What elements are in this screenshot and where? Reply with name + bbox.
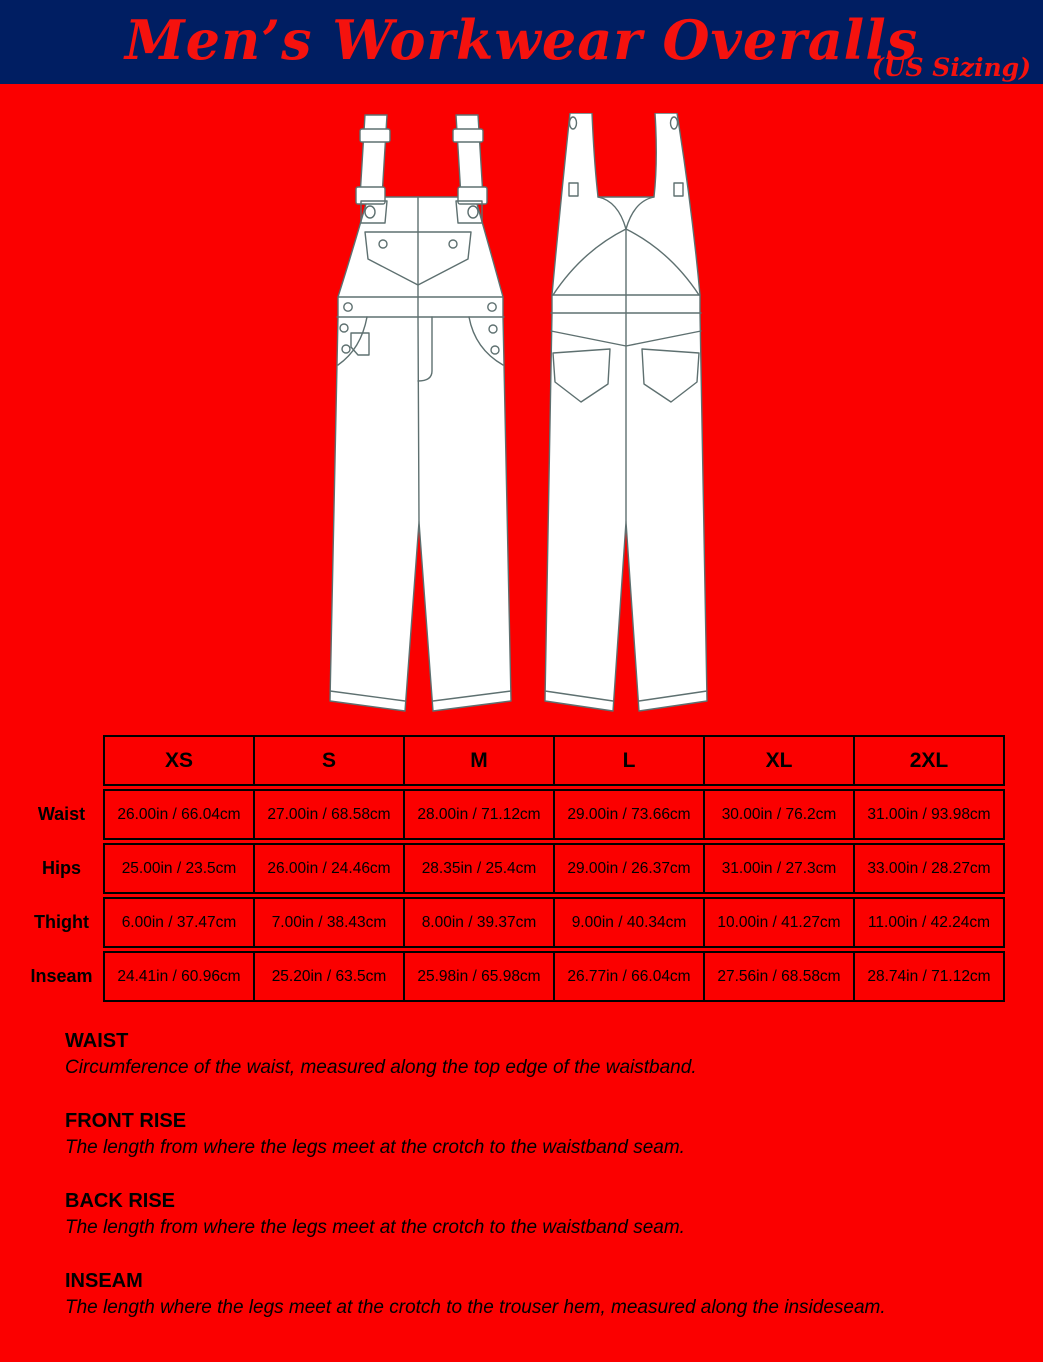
- overalls-back-view-drawing: [540, 113, 712, 713]
- column-header: 2XL: [853, 735, 1005, 786]
- overalls-front-view-drawing: [325, 113, 516, 713]
- definition-block: [65, 1188, 1015, 1241]
- table-cell: 28.00in / 71.12cm: [403, 789, 555, 840]
- table-row: [20, 843, 1005, 894]
- row-label: Inseam: [30, 966, 93, 986]
- table-cell: 25.20in / 63.5cm: [253, 951, 405, 1002]
- table-cell: 25.98in / 65.98cm: [403, 951, 555, 1002]
- table-cell: 27.56in / 68.58cm: [703, 951, 855, 1002]
- table-cell: 11.00in / 42.24cm: [853, 897, 1005, 948]
- table-cell: 31.00in / 93.98cm: [853, 789, 1005, 840]
- table-cell: 27.00in / 68.58cm: [253, 789, 405, 840]
- table-cell: 24.41in / 60.96cm: [103, 951, 255, 1002]
- definition-block: [65, 1108, 1015, 1161]
- definition-text: The length from where the legs meet at the crotch to the waistband seam.: [65, 1137, 685, 1158]
- table-cell: 8.00in / 39.37cm: [403, 897, 555, 948]
- table-cell: 10.00in / 41.27cm: [703, 897, 855, 948]
- size-table: [20, 735, 1005, 1005]
- column-header: XS: [103, 735, 255, 786]
- definition-term: FRONT RISE: [65, 1110, 187, 1132]
- sizing-note: (US Sizing): [871, 53, 1031, 82]
- definition-term: BACK RISE: [65, 1190, 176, 1212]
- definition-text: The length where the legs meet at the crotch to the trouser hem, measured along the insideseam.: [65, 1297, 886, 1318]
- column-header: M: [403, 735, 555, 786]
- table-cell: 9.00in / 40.34cm: [553, 897, 705, 948]
- definition-block: [65, 1028, 1015, 1081]
- column-header: XL: [703, 735, 855, 786]
- definition-text: Circumference of the waist, measured along the top edge of the waistband.: [65, 1057, 697, 1078]
- table-cell: 26.00in / 66.04cm: [103, 789, 255, 840]
- table-cell: 7.00in / 38.43cm: [253, 897, 405, 948]
- header-band: [0, 0, 1043, 84]
- row-label: Waist: [37, 804, 86, 824]
- table-cell: 30.00in / 76.2cm: [703, 789, 855, 840]
- measurement-definitions: [65, 1028, 1015, 1348]
- table-cell: 31.00in / 27.3cm: [703, 843, 855, 894]
- table-row: [20, 951, 1005, 1002]
- table-cell: 28.74in / 71.12cm: [853, 951, 1005, 1002]
- table-cell: 25.00in / 23.5cm: [103, 843, 255, 894]
- table-cell: 6.00in / 37.47cm: [103, 897, 255, 948]
- table-cell: 26.00in / 24.46cm: [253, 843, 405, 894]
- table-cell: 29.00in / 26.37cm: [553, 843, 705, 894]
- row-label-spacer: [20, 735, 103, 786]
- row-label: Hips: [41, 858, 81, 878]
- table-row: [20, 897, 1005, 948]
- definition-term: INSEAM: [65, 1270, 143, 1292]
- row-label: Thight: [34, 912, 89, 932]
- column-header: L: [553, 735, 705, 786]
- table-header-row: [20, 735, 1005, 786]
- table-cell: 26.77in / 66.04cm: [553, 951, 705, 1002]
- table-cell: 29.00in / 73.66cm: [553, 789, 705, 840]
- table-row: [20, 789, 1005, 840]
- table-cell: 33.00in / 28.27cm: [853, 843, 1005, 894]
- column-header: S: [253, 735, 405, 786]
- table-cell: 28.35in / 25.4cm: [403, 843, 555, 894]
- page-title: Men’s Workwear Overalls: [124, 8, 919, 72]
- definition-block: [65, 1268, 1015, 1321]
- definition-text: The length from where the legs meet at the crotch to the waistband seam.: [65, 1217, 685, 1238]
- definition-term: WAIST: [65, 1030, 129, 1052]
